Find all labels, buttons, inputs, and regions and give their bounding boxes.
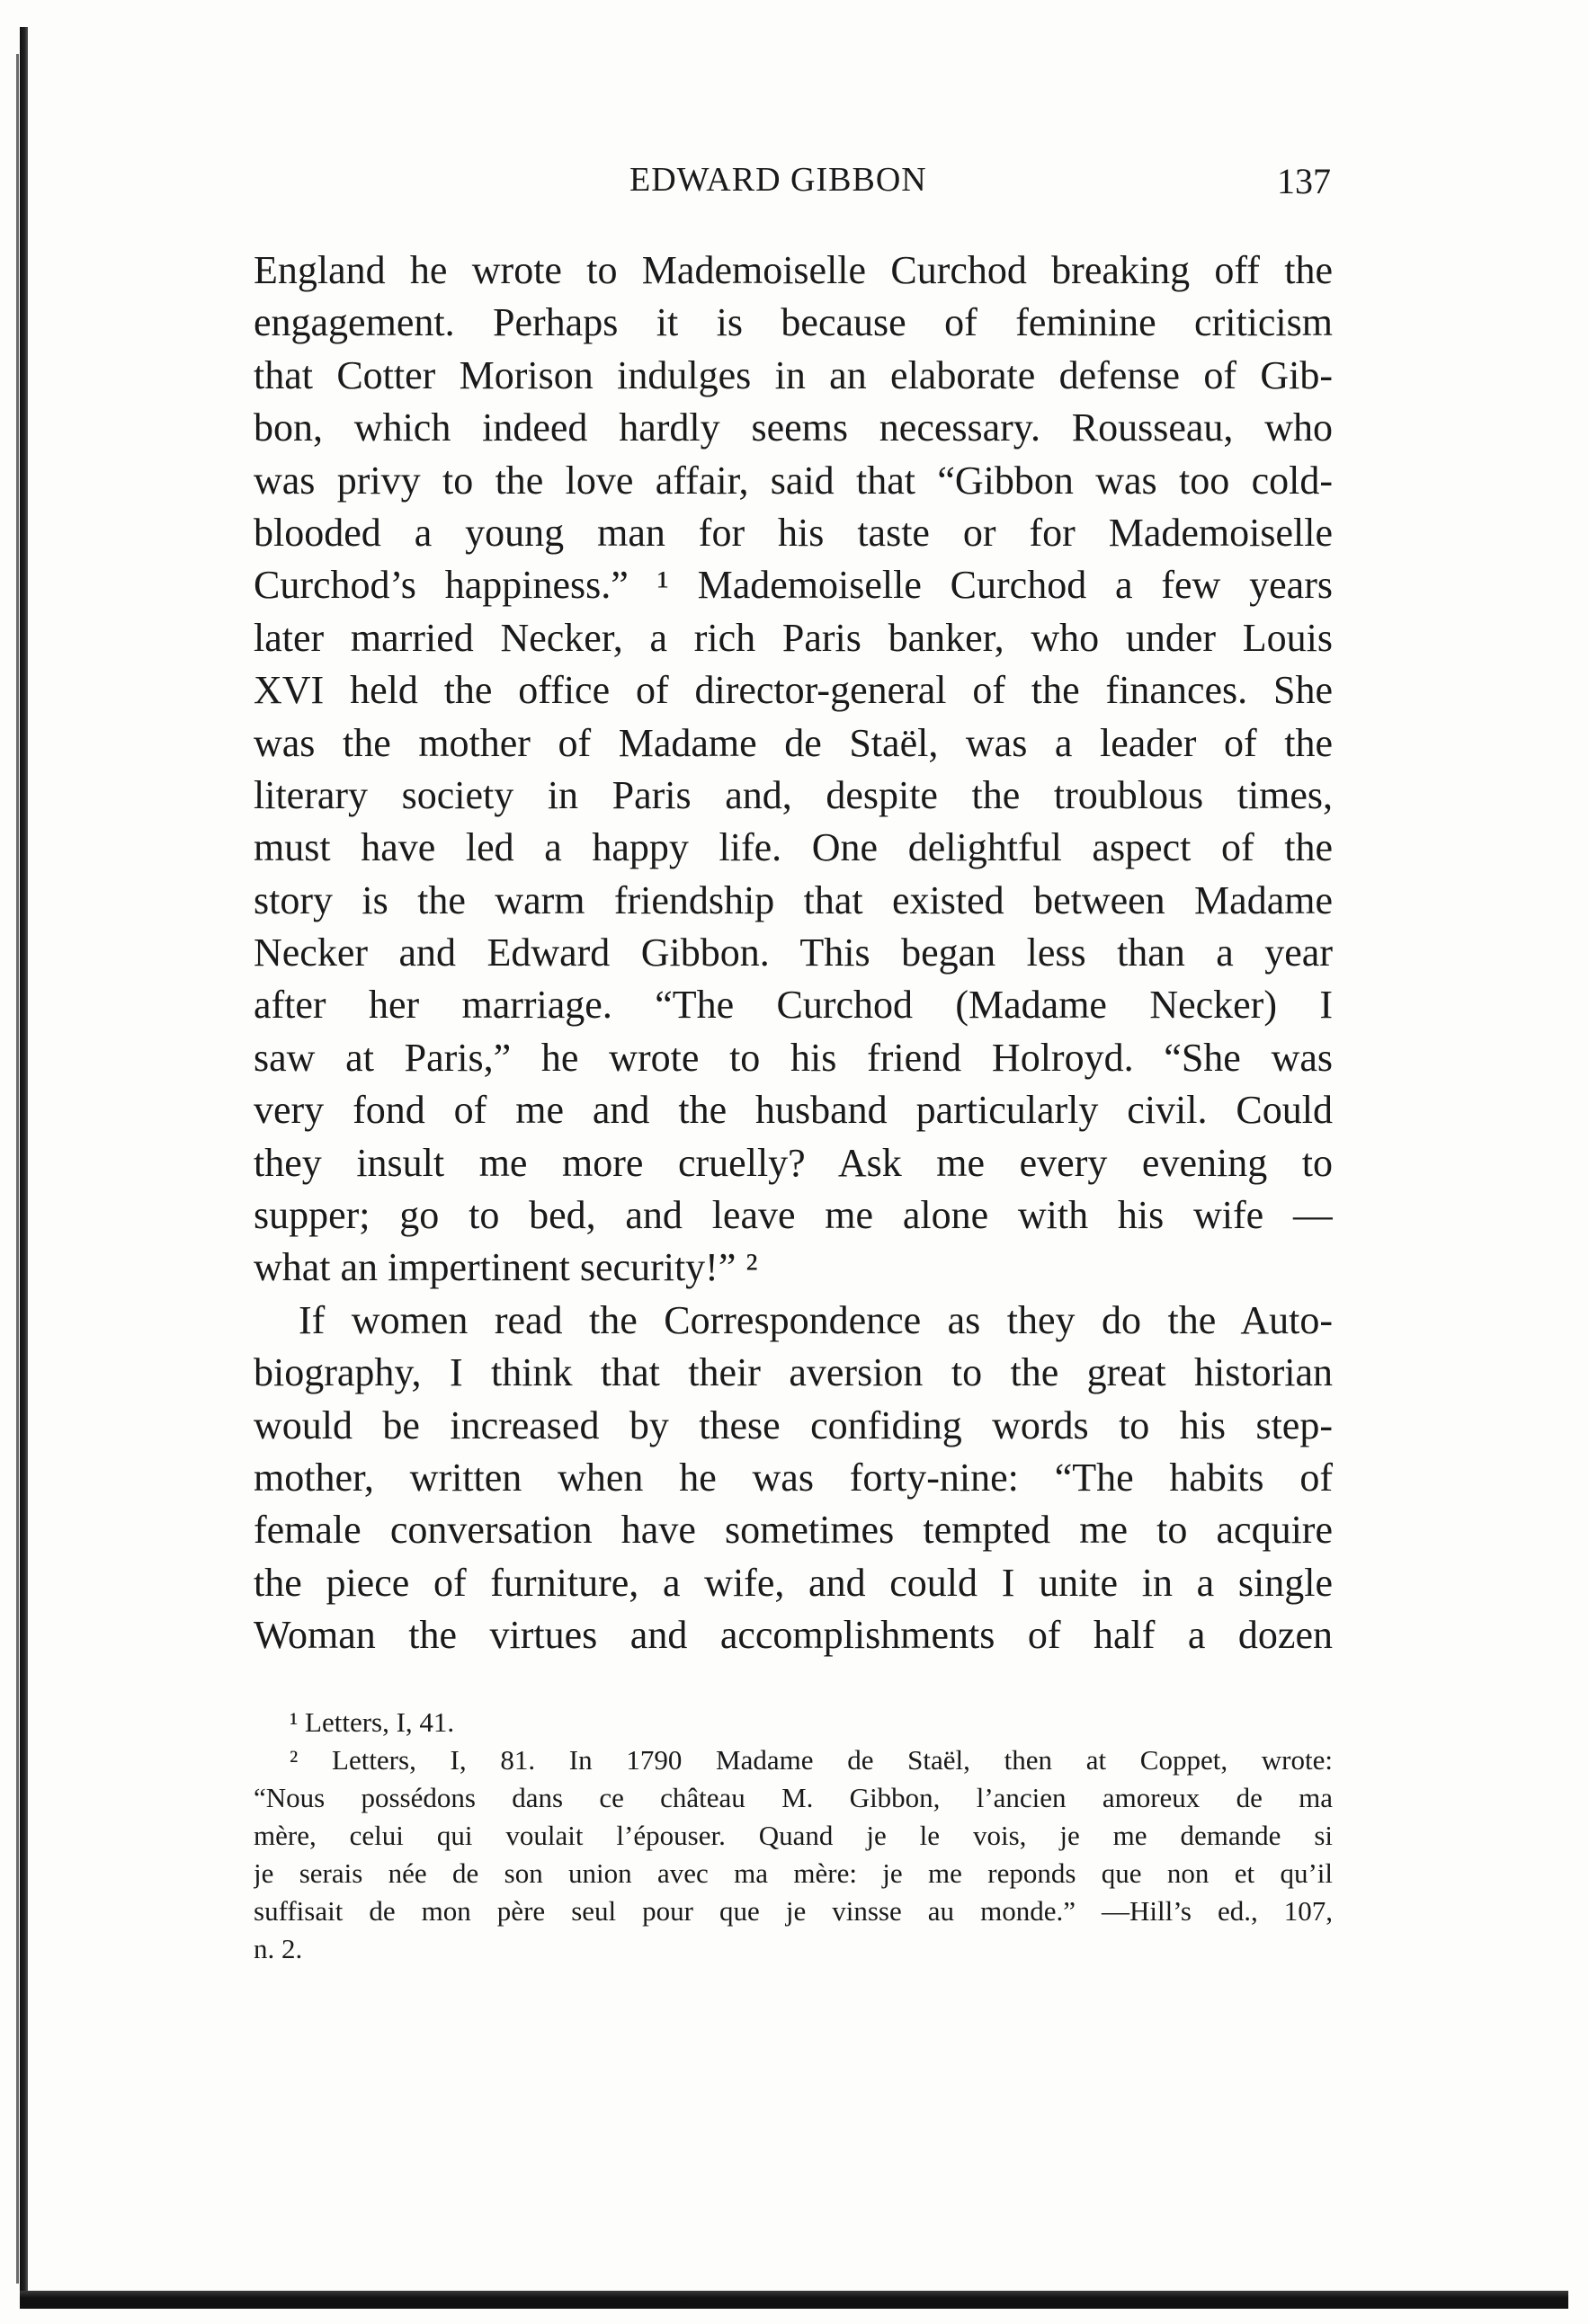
text-line: XVI held the office of director-general of the finances. She (254, 668, 1333, 713)
running-header (252, 160, 1331, 214)
footnote-line: “Nous possédons dans ce château M. Gibbon, l’ancien amoreux de ma (254, 1782, 1333, 1813)
text-line: bon, which indeed hardly seems necessary. Rousseau, who (254, 405, 1333, 450)
text-line: must have led a happy life. One delightful aspect of the (254, 825, 1333, 870)
text-line: supper; go to bed, and leave me alone with his wife — (254, 1193, 1333, 1238)
text-line: blooded a young man for his taste or for Mademoiselle (254, 510, 1333, 555)
text-line: Necker and Edward Gibbon. This began less than a year (254, 930, 1333, 975)
text-line: would be increased by these confiding words to his step- (254, 1402, 1333, 1447)
text-line: story is the warm friendship that existed between Madame (254, 877, 1333, 922)
text-line: what an impertinent security!” ² (254, 1245, 758, 1290)
text-line: very fond of me and the husband particularly civil. Could (254, 1088, 1333, 1133)
footnote-line: n. 2. (254, 1933, 303, 1964)
text-line: the piece of furniture, a wife, and could I unite in a single (254, 1560, 1333, 1605)
text-line: engagement. Perhaps it is because of feminine criticism (254, 300, 1333, 345)
page-edge-shadow (16, 54, 19, 2284)
text-line: Woman the virtues and accomplishments of half a dozen (254, 1613, 1333, 1658)
text-line: saw at Paris,” he wrote to his friend Holroyd. “She was (254, 1035, 1333, 1080)
text-line: that Cotter Morison indulges in an elaborate defense of Gib- (254, 352, 1333, 397)
footnote-line: ² Letters, I, 81. In 1790 Madame de Staël, then at Coppet, wrote: (290, 1744, 1333, 1776)
running-title: EDWARD GIBBON (629, 161, 927, 199)
footnote-line: ¹ Letters, I, 41. (290, 1706, 455, 1738)
page-edge-left (20, 27, 28, 2302)
text-line: literary society in Paris and, despite the troublous times, (254, 772, 1333, 817)
page-edge-bottom (20, 2291, 1568, 2309)
text-line: mother, written when he was forty-nine: “The habits of (254, 1455, 1333, 1500)
footnote-line: je serais née de son union avec ma mère: je me reponds que non et qu’il (254, 1857, 1333, 1889)
text-line: female conversation have sometimes tempted me to acquire (254, 1508, 1333, 1553)
text-line: biography, I think that their aversion to the great historian (254, 1350, 1333, 1395)
text-line: after her marriage. “The Curchod (Madame Necker) I (254, 983, 1333, 1028)
text-line: was privy to the love affair, said that “Gibbon was too cold- (254, 458, 1333, 503)
footnote-line: suffisait de mon père seul pour que je vinsse au monde.” —Hill’s ed., 107, (254, 1895, 1333, 1927)
text-line: later married Necker, a rich Paris banker, who under Louis (254, 615, 1333, 660)
footnotes (254, 1704, 1333, 1968)
page-number: 137 (1277, 161, 1331, 201)
text-line: Curchod’s happiness.” ¹ Mademoiselle Curchod a few years (254, 563, 1333, 608)
footnote-line: mère, celui qui voulait l’épouser. Quand je le vois, je me demande si (254, 1820, 1333, 1851)
text-line: England he wrote to Mademoiselle Curchod breaking off the (254, 248, 1333, 292)
text-line: they insult me more cruelly? Ask me every evening to (254, 1140, 1333, 1185)
body-text (254, 245, 1333, 1662)
text-line: If women read the Correspondence as they do the Auto- (299, 1297, 1333, 1342)
text-line: was the mother of Madame de Staël, was a leader of the (254, 720, 1333, 765)
